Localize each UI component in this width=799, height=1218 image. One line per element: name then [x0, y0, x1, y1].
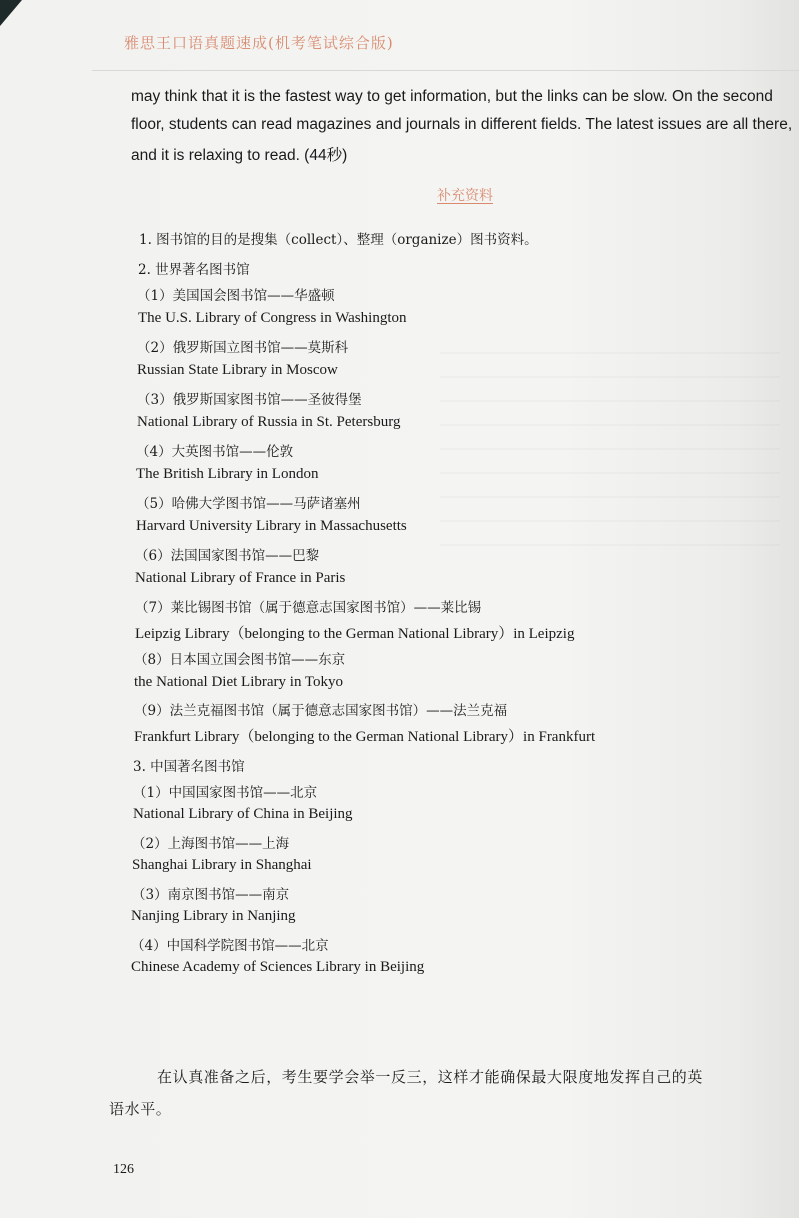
intro-line: may think that it is the fastest way to get information, but the links can be slow. On the second [131, 88, 773, 105]
supplement-entry: （4）中国科学院图书馆——北京 [131, 938, 329, 954]
tip-text: 在认真准备之后，考生要学会举一反三，这样才能确保最大限度地发挥自己的英 [157, 1068, 704, 1086]
supplement-entry: （9）法兰克福图书馆（属于德意志国家图书馆）——法兰克福 [134, 703, 508, 719]
supplement-entry: Harvard University Library in Massachusetts [136, 518, 407, 534]
header-rule [92, 70, 799, 71]
supplement-entry: 1. 图书馆的目的是搜集（collect）、整理（organize）图书资料。 [139, 232, 538, 248]
supplement-entry: Nanjing Library in Nanjing [131, 908, 296, 924]
supplement-entry: （8）日本国立国会图书馆——东京 [134, 652, 346, 668]
supplement-entry: （7）莱比锡图书馆（属于德意志国家图书馆）——莱比锡 [135, 600, 482, 616]
show-through-texture [440, 330, 780, 550]
supplement-entry: Frankfurt Library（belonging to the German National Library）in Frankfurt [134, 729, 596, 745]
supplement-entry: Russian State Library in Moscow [137, 362, 338, 378]
supplement-entry: 3. 中国著名图书馆 [133, 759, 245, 775]
supplement-entry: （2）俄罗斯国立图书馆——莫斯科 [137, 340, 349, 356]
supplement-entry: 2. 世界著名图书馆 [138, 262, 250, 278]
intro-line: and it is relaxing to read. (44秒) [131, 147, 348, 164]
supplement-entry: （4）大英图书馆——伦敦 [136, 444, 294, 460]
supplement-entry: Leipzig Library（belonging to the German National Library）in Leipzig [135, 626, 575, 642]
tip-text: 语水平。 [109, 1100, 172, 1118]
supplement-title: 补充资料 [437, 188, 493, 204]
supplement-entry: （6）法国国家图书馆——巴黎 [135, 548, 320, 564]
supplement-entry: （1）中国国家图书馆——北京 [133, 785, 318, 801]
page-number: 126 [113, 1162, 134, 1177]
supplement-entry: （5）哈佛大学图书馆——马萨诸塞州 [136, 496, 361, 512]
supplement-entry: the National Diet Library in Tokyo [134, 674, 344, 690]
supplement-entry: （2）上海图书馆——上海 [132, 836, 290, 852]
supplement-entry: Shanghai Library in Shanghai [132, 857, 312, 873]
running-header: 雅思王口语真题速成(机考笔试综合版) [124, 34, 394, 52]
corner-mark [0, 0, 22, 26]
supplement-entry: National Library of China in Beijing [133, 806, 353, 822]
supplement-entry: Chinese Academy of Sciences Library in Beijing [131, 959, 425, 975]
supplement-entry: National Library of France in Paris [135, 570, 346, 586]
supplement-entry: The British Library in London [136, 466, 319, 482]
intro-line: floor, students can read magazines and journals in different fields. The latest issues are all there, [131, 116, 793, 133]
supplement-entry: （1）美国国会图书馆——华盛顿 [137, 288, 335, 304]
supplement-entry: The U.S. Library of Congress in Washington [138, 310, 407, 326]
supplement-entry: National Library of Russia in St. Petersburg [137, 414, 401, 430]
supplement-entry: （3）俄罗斯国家图书馆——圣彼得堡 [137, 392, 362, 408]
supplement-entry: （3）南京图书馆——南京 [132, 887, 290, 903]
